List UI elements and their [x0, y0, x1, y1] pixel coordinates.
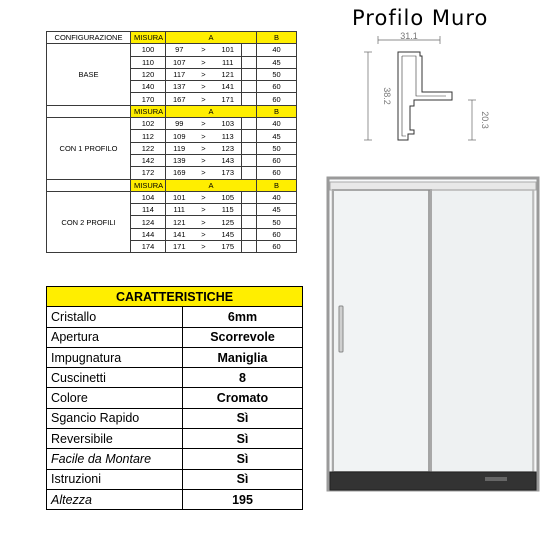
spec-label: Facile da Montare [47, 449, 183, 469]
spec-value: Cromato [183, 388, 303, 408]
a-max-cell: 141 [215, 81, 242, 93]
blank-cell [242, 228, 257, 240]
table-row [47, 469, 303, 489]
a-sep-cell: > [193, 130, 215, 142]
spec-label: Colore [47, 388, 183, 408]
blank-cell [242, 167, 257, 179]
spec-label: Cristallo [47, 307, 183, 327]
b-header: B [257, 32, 297, 44]
table-row [47, 307, 303, 327]
misura-cell: 142 [131, 154, 166, 166]
table-row [47, 408, 303, 428]
spec-label: Istruzioni [47, 469, 183, 489]
a-min-cell: 121 [166, 216, 193, 228]
a-sep-cell: > [193, 204, 215, 216]
a-sep-cell: > [193, 216, 215, 228]
spec-value: 6mm [183, 307, 303, 327]
misura-cell: 114 [131, 204, 166, 216]
blank-cell [242, 142, 257, 154]
a-min-cell: 107 [166, 56, 193, 68]
characteristics-title: CARATTERISTICHE [47, 287, 303, 307]
blank-cell [242, 56, 257, 68]
inner-dimension [468, 100, 490, 140]
a-min-cell: 137 [166, 81, 193, 93]
a-min-cell: 117 [166, 68, 193, 80]
shower-door-illustration [325, 176, 545, 496]
b-cell: 50 [257, 68, 297, 80]
spec-value: Sì [183, 469, 303, 489]
table-row [47, 489, 303, 509]
misura-cell: 140 [131, 81, 166, 93]
spec-label: Reversibile [47, 429, 183, 449]
blank-cell [242, 191, 257, 203]
a-sep-cell: > [193, 241, 215, 253]
spec-value: Maniglia [183, 347, 303, 367]
config-header: CONFIGURAZIONE [47, 32, 131, 44]
spec-value: 195 [183, 489, 303, 509]
height-dimension [364, 52, 392, 140]
blank-cell [242, 44, 257, 56]
misura-cell: 174 [131, 241, 166, 253]
profile-title: Profilo Muro [352, 6, 489, 30]
spec-label: Altezza [47, 489, 183, 509]
a-min-cell: 169 [166, 167, 193, 179]
a-sep-cell: > [193, 56, 215, 68]
a-max-cell: 171 [215, 93, 242, 105]
a-sep-cell: > [193, 44, 215, 56]
table-row [47, 449, 303, 469]
inner-label: 20.3 [480, 111, 490, 129]
misura-cell: 170 [131, 93, 166, 105]
blank-cell [242, 204, 257, 216]
b-header: B [257, 105, 297, 117]
b-cell: 40 [257, 118, 297, 130]
a-min-cell: 119 [166, 142, 193, 154]
misura-cell: 104 [131, 191, 166, 203]
a-sep-cell: > [193, 167, 215, 179]
a-max-cell: 105 [215, 191, 242, 203]
misura-header: MISURA [131, 32, 166, 44]
top-rail [330, 182, 536, 190]
misura-cell: 110 [131, 56, 166, 68]
a-sep-cell: > [193, 228, 215, 240]
a-max-cell: 115 [215, 204, 242, 216]
misura-cell: 112 [131, 130, 166, 142]
a-max-cell: 121 [215, 68, 242, 80]
size-table [46, 31, 297, 253]
drain-icon [485, 477, 507, 481]
a-header: A [166, 179, 257, 191]
a-max-cell: 175 [215, 241, 242, 253]
misura-cell: 124 [131, 216, 166, 228]
b-cell: 45 [257, 204, 297, 216]
characteristics-table [46, 286, 303, 510]
fixed-panel [423, 190, 533, 472]
table-row [47, 429, 303, 449]
a-max-cell: 145 [215, 228, 242, 240]
a-max-cell: 101 [215, 44, 242, 56]
group-label: CON 2 PROFILI [47, 191, 131, 252]
table-row [47, 347, 303, 367]
a-max-cell: 113 [215, 130, 242, 142]
table-row [47, 44, 297, 56]
a-max-cell: 103 [215, 118, 242, 130]
b-cell: 45 [257, 56, 297, 68]
a-min-cell: 139 [166, 154, 193, 166]
spec-value: Sì [183, 429, 303, 449]
spec-label: Cuscinetti [47, 368, 183, 388]
width-dimension [378, 31, 440, 44]
b-header: B [257, 179, 297, 191]
blank-cell [242, 216, 257, 228]
blank-cell [242, 118, 257, 130]
a-sep-cell: > [193, 154, 215, 166]
size-table-subheader [47, 179, 297, 191]
blank-cell [242, 241, 257, 253]
a-sep-cell: > [193, 93, 215, 105]
spec-value: 8 [183, 368, 303, 388]
a-min-cell: 167 [166, 93, 193, 105]
blank-cell [242, 154, 257, 166]
table-row [47, 118, 297, 130]
handle-icon [339, 306, 343, 352]
table-row [47, 388, 303, 408]
width-label: 31.1 [400, 31, 418, 41]
a-max-cell: 125 [215, 216, 242, 228]
b-cell: 50 [257, 142, 297, 154]
a-max-cell: 111 [215, 56, 242, 68]
height-label: 38.2 [382, 87, 392, 105]
a-max-cell: 123 [215, 142, 242, 154]
misura-cell: 120 [131, 68, 166, 80]
a-sep-cell: > [193, 68, 215, 80]
spec-label: Sgancio Rapido [47, 408, 183, 428]
misura-cell: 172 [131, 167, 166, 179]
a-min-cell: 97 [166, 44, 193, 56]
b-cell: 40 [257, 191, 297, 203]
b-cell: 60 [257, 93, 297, 105]
spec-value: Sì [183, 449, 303, 469]
blank-cell [47, 105, 131, 117]
b-cell: 60 [257, 228, 297, 240]
misura-cell: 144 [131, 228, 166, 240]
misura-cell: 102 [131, 118, 166, 130]
spec-value: Scorrevole [183, 327, 303, 347]
spec-value: Sì [183, 408, 303, 428]
blank-cell [47, 179, 131, 191]
table-row [47, 368, 303, 388]
size-table-subheader [47, 105, 297, 117]
profile-inner-line [402, 56, 406, 136]
size-table-header [47, 32, 297, 44]
b-cell: 60 [257, 167, 297, 179]
characteristics-header [47, 287, 303, 307]
group-label: CON 1 PROFILO [47, 118, 131, 179]
a-min-cell: 99 [166, 118, 193, 130]
a-max-cell: 173 [215, 167, 242, 179]
a-min-cell: 109 [166, 130, 193, 142]
a-min-cell: 111 [166, 204, 193, 216]
misura-cell: 122 [131, 142, 166, 154]
blank-cell [242, 68, 257, 80]
table-row [47, 191, 297, 203]
table-row [47, 327, 303, 347]
a-min-cell: 171 [166, 241, 193, 253]
a-header: A [166, 32, 257, 44]
blank-cell [242, 130, 257, 142]
spec-label: Apertura [47, 327, 183, 347]
blank-cell [242, 81, 257, 93]
profile-drawing [360, 30, 490, 150]
a-sep-cell: > [193, 142, 215, 154]
b-cell: 60 [257, 241, 297, 253]
b-cell: 40 [257, 44, 297, 56]
b-cell: 60 [257, 154, 297, 166]
b-cell: 60 [257, 81, 297, 93]
a-min-cell: 141 [166, 228, 193, 240]
a-max-cell: 143 [215, 154, 242, 166]
a-min-cell: 101 [166, 191, 193, 203]
misura-header: MISURA [131, 179, 166, 191]
a-sep-cell: > [193, 191, 215, 203]
misura-header: MISURA [131, 105, 166, 117]
misura-cell: 100 [131, 44, 166, 56]
sliding-panel [333, 190, 431, 472]
b-cell: 50 [257, 216, 297, 228]
a-sep-cell: > [193, 118, 215, 130]
blank-cell [242, 93, 257, 105]
group-label: BASE [47, 44, 131, 105]
a-header: A [166, 105, 257, 117]
a-sep-cell: > [193, 81, 215, 93]
b-cell: 45 [257, 130, 297, 142]
spec-label: Impugnatura [47, 347, 183, 367]
profile-inner-line [402, 56, 446, 96]
